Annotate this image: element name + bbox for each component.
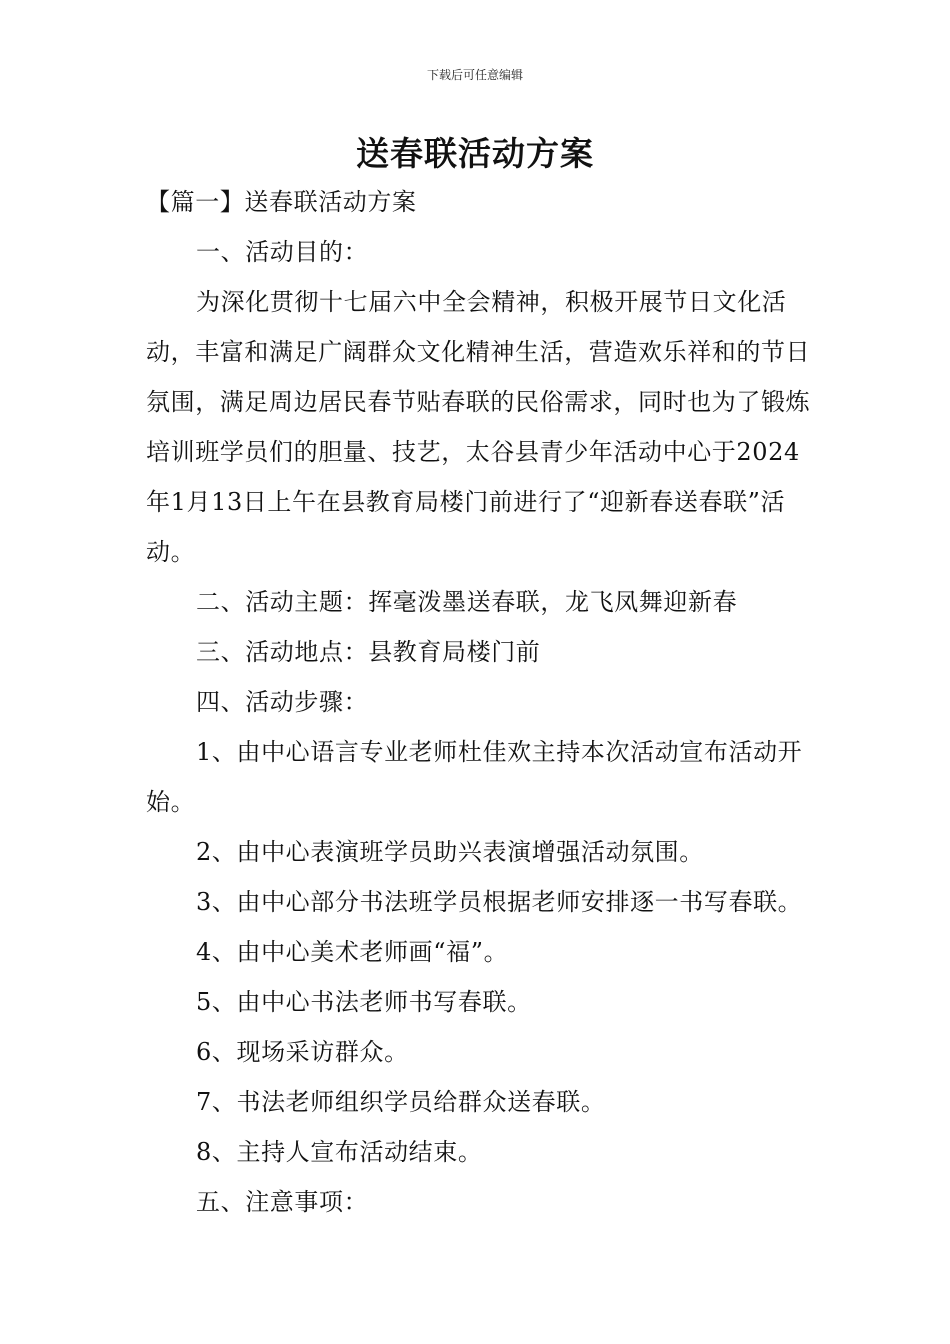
paragraph-location: 三、活动地点：县教育局楼门前 (196, 638, 541, 666)
document-body (146, 177, 818, 1227)
section-heading: 【篇一】送春联活动方案 (146, 188, 417, 216)
paragraph-purpose-heading: 一、活动目的： (196, 238, 369, 266)
paragraph-step-5: 5、由中心书法老师书写春联。 (196, 988, 532, 1016)
paragraph-step-6: 6、现场采访群众。 (196, 1038, 409, 1066)
paragraph-steps-heading: 四、活动步骤： (196, 688, 369, 716)
paragraph-step-1: 1、由中心语言专业老师杜佳欢主持本次活动宣布活动开始。 (146, 738, 803, 816)
header-note: 下载后可任意编辑 (426, 68, 523, 82)
paragraph-theme: 二、活动主题：挥毫泼墨送春联，龙飞凤舞迎新春 (196, 588, 738, 616)
paragraph-purpose-body: 为深化贯彻十七届六中全会精神，积极开展节日文化活动，丰富和满足广阔群众文化精神生活，营造欢乐祥和的节日氛围，满足周边居民春节贴春联的民俗需求，同时也为了锻炼培训班学员们的胆量、技艺，太谷县青少年活动中心于2024年1月13日上午在县教育局楼门前进行了“迎新春送春联”活动。 (146, 288, 811, 566)
document-title: 送春联活动方案 (356, 134, 594, 173)
paragraph-step-8: 8、主持人宣布活动结束。 (196, 1138, 483, 1166)
paragraph-step-3: 3、由中心部分书法班学员根据老师安排逐一书写春联。 (196, 888, 803, 916)
paragraph-step-4: 4、由中心美术老师画“福”。 (196, 938, 509, 966)
paragraph-step-7: 7、书法老师组织学员给群众送春联。 (196, 1088, 606, 1116)
paragraph-step-2: 2、由中心表演班学员助兴表演增强活动氛围。 (196, 838, 704, 866)
paragraph-notes-heading: 五、注意事项： (196, 1188, 369, 1216)
